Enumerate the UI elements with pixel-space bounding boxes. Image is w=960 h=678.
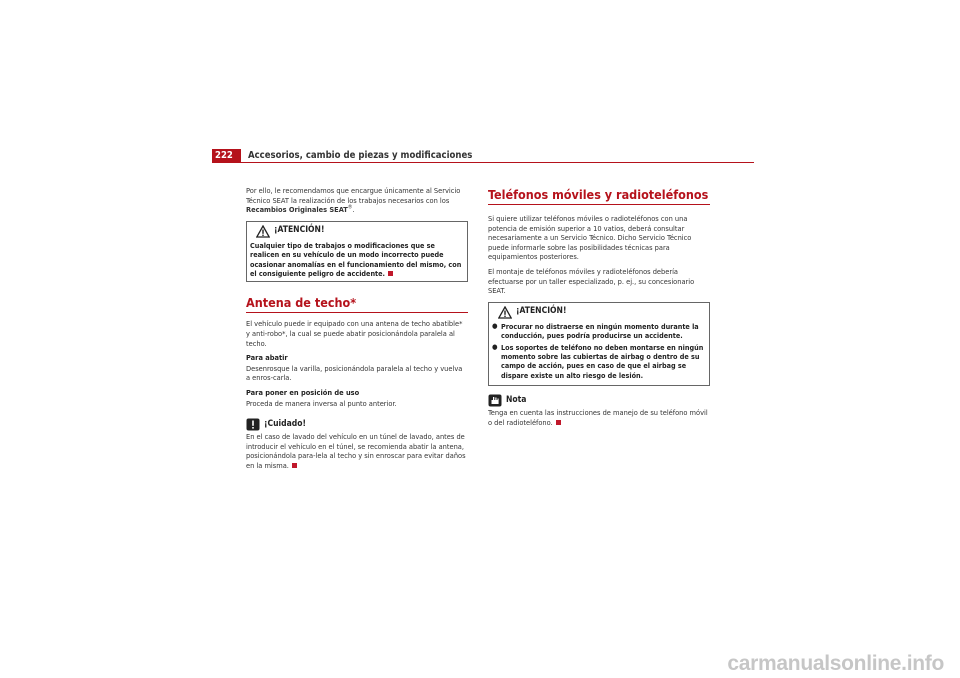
bullet-dot-icon: ● <box>492 342 498 351</box>
section-title-roof-antenna: Antena de techo* <box>246 296 468 313</box>
registered-mark: ® <box>347 204 353 211</box>
section-heading-block <box>246 296 468 313</box>
warning-bullet: ● Procurar no distraerse en ningún momento durante la conducción, pues podría producirse un accidente. <box>492 321 699 341</box>
warning-bullet: ● Los soportes de teléfono no deben montarse en ningún momento sobre las cubiertas de airbag o dentro de su campo de acción, pues en caso de que el airbag se dispare existe un alto riesgo de lesión. <box>492 342 704 380</box>
subheading-use-position: Para poner en posición de uso <box>246 387 360 397</box>
warning-box-phones <box>488 302 710 386</box>
warning-title: ¡ATENCIÓN! <box>516 306 567 317</box>
section-end-marker-icon <box>292 463 297 468</box>
antenna-paragraph: El vehículo puede ir equipado con una antena de techo abatible* y anti-robo*, la cual se puede abatir posicionándola paralela al techo. <box>246 319 463 348</box>
warning-header <box>256 225 464 238</box>
use-position-paragraph: Proceda de manera inversa al punto anterior. <box>246 398 397 408</box>
warning-header <box>498 306 706 319</box>
phones-paragraph-2: El montaje de teléfonos móviles y radioteléfonos debería efectuarse por un taller especializado, p. ej., su concesionario SEAT. <box>488 266 695 296</box>
page-number: 222 <box>212 149 241 162</box>
warning-box-accessories <box>246 221 468 283</box>
header-rule <box>212 162 754 163</box>
warning-text: Cualquier tipo de trabajos o modificaciones que se realicen en su vehículo de un modo incorrecto puede ocasionar anomalías en el funcionamiento del mismo, con el consiguiente peligro de accidente. <box>250 240 462 278</box>
caution-header <box>246 418 468 431</box>
warning-title: ¡ATENCIÓN! <box>274 225 325 236</box>
phones-paragraph-1: Si quiere utilizar teléfonos móviles o radioteléfonos con una potencia de emisión superior a 10 vatios, deberá consultar necesariamente a un Servicio Técnico. Dicho Servicio Técnico puede informarle sobre las posibilidades técnicas para equipamientos posteriores. <box>488 214 692 262</box>
caution-title: ¡Cuidado! <box>264 418 307 429</box>
warning-triangle-icon <box>256 225 270 238</box>
caution-paragraph: En el caso de lavado del vehículo en un túnel de lavado, antes de introducir el vehículo en el túnel, se recomienda abatir la antena, posicionándola para-lela al techo y sin enroscar para evitar daños en la misma. <box>246 432 466 470</box>
note-hand-icon <box>488 394 502 407</box>
right-column <box>488 186 710 432</box>
intro-bold-term: Recambios Originales SEAT <box>246 205 348 215</box>
section-heading-block <box>488 188 710 205</box>
section-end-marker-icon <box>388 271 393 276</box>
bullet-dot-icon: ● <box>492 321 498 330</box>
section-title-phones: Teléfonos móviles y radioteléfonos <box>488 188 710 205</box>
fold-paragraph: Desenrosque la varilla, posicionándola paralela al techo y vuelva a enros-carla. <box>246 363 463 383</box>
warning-triangle-icon <box>498 306 512 319</box>
caution-exclamation-icon <box>246 418 260 431</box>
subheading-fold: Para abatir <box>246 353 288 363</box>
section-end-marker-icon <box>556 420 561 425</box>
running-head: Accesorios, cambio de piezas y modificaciones <box>248 150 473 161</box>
watermark-logo: carmanualsonline.info <box>727 652 944 675</box>
intro-paragraph: Por ello, le recomendamos que encargue únicamente al Servicio Técnico SEAT la realización de los trabajos necesarios con los Recambios Originales SEAT®. <box>246 186 461 215</box>
left-column <box>246 186 468 476</box>
note-title: Nota <box>506 394 527 405</box>
note-paragraph: Tenga en cuenta las instrucciones de manejo de su teléfono móvil o del radioteléfono. <box>488 408 708 427</box>
warning-bullets <box>492 322 706 380</box>
note-header <box>488 394 710 407</box>
